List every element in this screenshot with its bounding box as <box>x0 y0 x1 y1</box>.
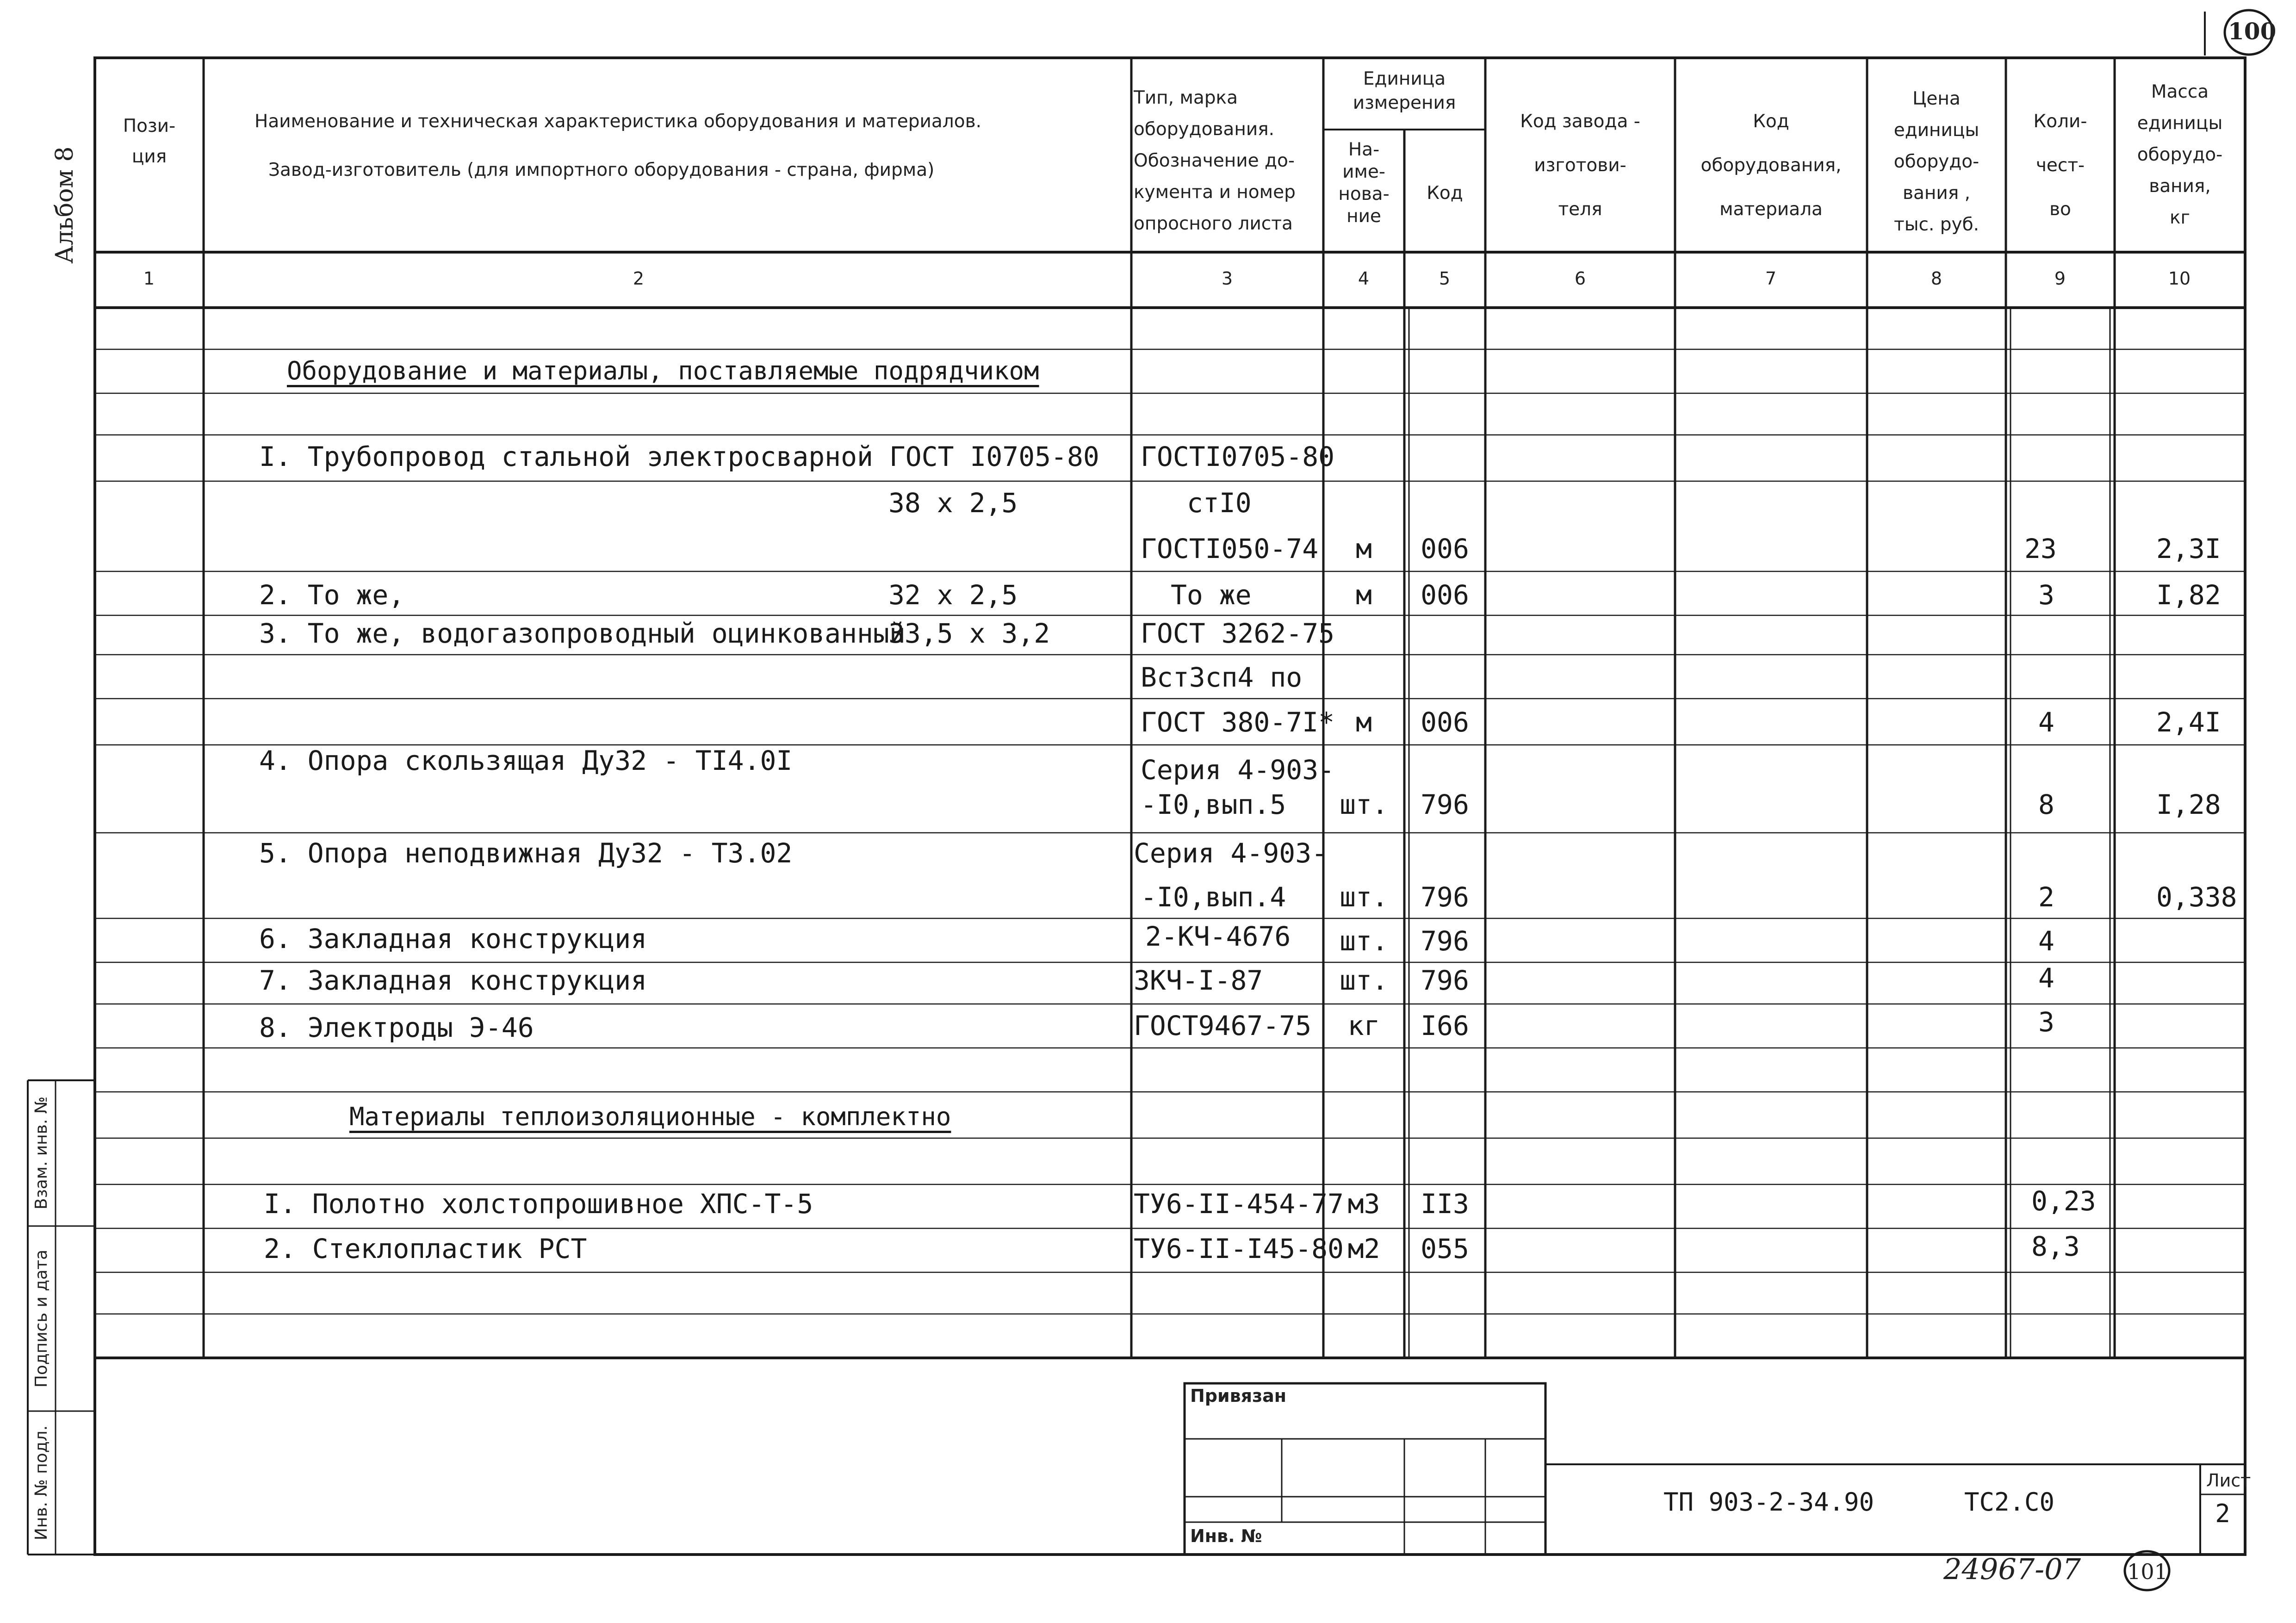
item-name: 8. Электроды Э-46 <box>259 1012 534 1043</box>
item-type: ГОСТ 3262-75 <box>1141 618 1335 649</box>
item-mass: 2,4I <box>2156 706 2221 738</box>
header-col7: Код оборудования, материала <box>1700 111 1842 220</box>
header-col8: Цена единицы оборудо- вания , тыс. руб. <box>1893 88 1980 235</box>
item-unit: м2 <box>1347 1233 1380 1264</box>
item-code: 796 <box>1421 881 1469 913</box>
item-unit: шт. <box>1340 925 1388 957</box>
column-number: 10 <box>2168 268 2191 289</box>
item-qty: 3 <box>2038 1006 2054 1038</box>
item-name: 3. То же, водогазопроводный оцинкованный <box>259 618 906 649</box>
header-col4: На- име- нова- ние <box>1338 139 1390 227</box>
section-title-insulation: Материалы теплоизоляционные - комплектно <box>349 1102 951 1131</box>
item-name: 2. То же, <box>259 579 405 611</box>
item-type: Серия 4-903- <box>1141 754 1335 786</box>
archive-number: 24967-07 <box>1943 1552 2081 1586</box>
album-label: Альбом 8 <box>51 146 79 264</box>
header-col1: Пози- ция <box>123 116 176 167</box>
item-name: 5. Опора неподвижная Ду32 - Т3.02 <box>259 837 793 869</box>
item-mass: I,28 <box>2156 789 2221 820</box>
header-col10: Масса единицы оборудо- вания, кг <box>2137 81 2223 228</box>
item-type: ГОСТI050-74 <box>1141 533 1319 564</box>
item-size: 32 x 2,5 <box>888 579 1018 611</box>
item-name: 2. Стеклопластик РСТ <box>264 1233 587 1264</box>
item-name: 7. Закладная конструкция <box>259 965 647 996</box>
item-unit: м3 <box>1347 1188 1380 1220</box>
corner-stamp-bottom: 101 <box>2127 1559 2168 1584</box>
header-col9: Коли- чест- во <box>2033 111 2087 220</box>
item-type: ТУ6-II-454-77 <box>1134 1188 1344 1220</box>
item-type: То же <box>1171 579 1252 611</box>
item-unit: шт. <box>1340 965 1388 996</box>
item-code: 796 <box>1421 965 1469 996</box>
item-code: 796 <box>1421 925 1469 957</box>
sheet-number: 2 <box>2215 1499 2230 1528</box>
item-unit: кг <box>1347 1010 1380 1041</box>
item-type: Серия 4-903- <box>1134 837 1328 869</box>
item-type: -I0,вып.4 <box>1141 881 1286 913</box>
column-number: 4 <box>1358 268 1370 289</box>
item-type: ГОСТI0705-80 <box>1141 441 1335 472</box>
item-type: ГОСТ 380-7I* <box>1141 706 1335 738</box>
item-type: 2-КЧ-4676 <box>1145 921 1291 952</box>
column-number: 9 <box>2054 268 2066 289</box>
item-mass: 0,338 <box>2156 881 2237 913</box>
item-name: I. Трубопровод стальной электросварной ГОСТ I0705-80 <box>259 441 1099 472</box>
item-mass: I,82 <box>2156 579 2221 611</box>
stamp-privyazan: Привязан <box>1190 1386 1287 1406</box>
item-code: 796 <box>1421 789 1469 820</box>
document-code: ТП 903-2-34.90 <box>1663 1487 1874 1517</box>
side-label-podpis-data: Подпись и дата <box>32 1249 51 1388</box>
item-qty: 4 <box>2038 706 2054 738</box>
column-number: 6 <box>1574 268 1586 289</box>
item-size: 38 x 2,5 <box>888 487 1018 519</box>
stamp-inv-no: Инв. № <box>1190 1526 1262 1546</box>
item-name: I. Полотно холстопрошивное ХПС-Т-5 <box>264 1188 813 1220</box>
column-number: 8 <box>1930 268 1942 289</box>
item-unit: шт. <box>1340 881 1388 913</box>
document-mark: ТС2.С0 <box>1964 1487 2055 1517</box>
side-label-inv-podl: Инв. № подл. <box>32 1425 51 1541</box>
item-qty: 8 <box>2038 789 2054 820</box>
column-number: 5 <box>1439 268 1451 289</box>
item-type: ТУ6-II-I45-80 <box>1134 1233 1344 1264</box>
item-qty: 8,3 <box>2031 1231 2080 1262</box>
item-code: I66 <box>1421 1010 1469 1041</box>
item-qty: 4 <box>2038 962 2054 994</box>
item-name: 6. Закладная конструкция <box>259 923 647 954</box>
item-qty: 23 <box>2024 533 2057 564</box>
item-size: 33,5 x 3,2 <box>888 618 1050 649</box>
item-type: ГОСТ9467-75 <box>1134 1010 1312 1041</box>
item-code: II3 <box>1421 1188 1469 1220</box>
item-code: 006 <box>1421 706 1469 738</box>
header-col2-line2: Завод-изготовитель (для импортного оборудования - страна, фирма) <box>268 160 935 180</box>
item-qty: 2 <box>2038 881 2054 913</box>
item-type: ЗКЧ-I-87 <box>1134 965 1263 996</box>
column-number: 1 <box>143 268 155 289</box>
header-col5: Код <box>1427 183 1463 204</box>
item-qty: 0,23 <box>2031 1185 2096 1217</box>
header-col3: Тип, марка оборудования. Обозначение до- кумента и номер опросного листа <box>1134 87 1296 234</box>
item-unit: шт. <box>1340 789 1388 820</box>
item-qty: 3 <box>2038 579 2054 611</box>
item-code: 006 <box>1421 579 1469 611</box>
item-name: 4. Опора скользящая Ду32 - ТI4.0I <box>259 745 793 776</box>
section-title-contractor: Оборудование и материалы, поставляемые подрядчиком <box>287 356 1039 385</box>
item-type: стI0 <box>1187 487 1252 519</box>
item-type: -I0,вып.5 <box>1141 789 1286 820</box>
column-number: 3 <box>1221 268 1233 289</box>
column-number: 2 <box>633 268 645 289</box>
sheet-label: Лист <box>2206 1470 2251 1491</box>
item-qty: 4 <box>2038 925 2054 957</box>
item-mass: 2,3I <box>2156 533 2221 564</box>
corner-stamp-top: 100 <box>2228 18 2277 45</box>
item-unit: м <box>1356 533 1372 564</box>
header-col2-line1: Наименование и техническая характеристика оборудования и материалов. <box>254 111 981 132</box>
item-code: 055 <box>1421 1233 1469 1264</box>
header-col6: Код завода - изготови- теля <box>1520 111 1640 220</box>
column-number: 7 <box>1765 268 1777 289</box>
item-type: ВстЗсп4 по <box>1141 662 1303 693</box>
side-label-vzam-inv: Взам. инв. № <box>32 1096 51 1210</box>
header-unit-group: Единица измерения <box>1353 68 1456 113</box>
item-code: 006 <box>1421 533 1469 564</box>
item-unit: м <box>1356 579 1372 611</box>
item-unit: м <box>1356 706 1372 738</box>
